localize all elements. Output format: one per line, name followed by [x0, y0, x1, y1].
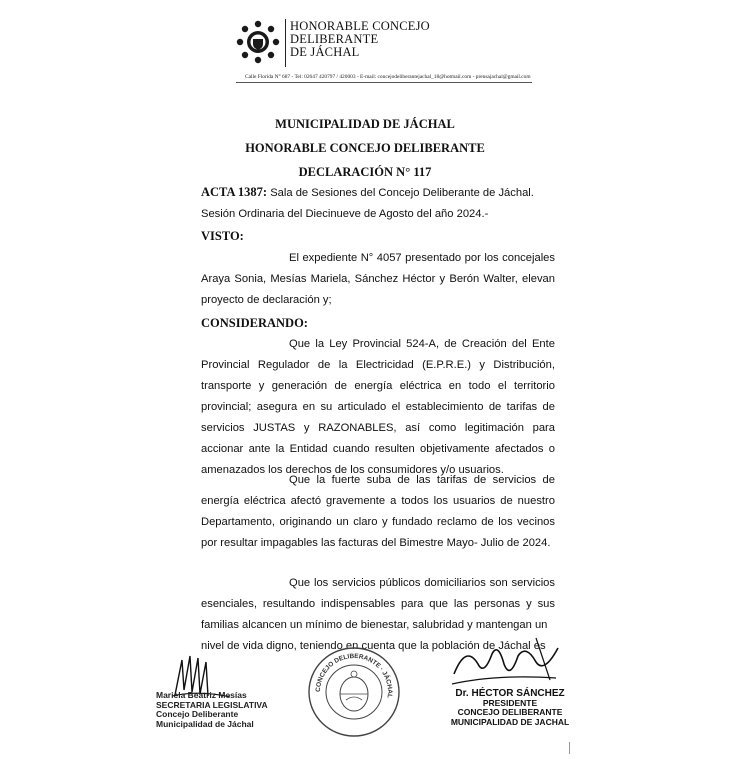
signature-right-municipality: MUNICIPALIDAD DE JACHAL: [450, 716, 570, 727]
considerando-paragraph-3-last-line: nivel de vida digno, teniendo en cuenta que la población de Jáchal es: [201, 640, 546, 652]
council-logo-icon: [236, 20, 280, 64]
signature-right-block: [440, 689, 580, 727]
letterhead-line-3: DE JÁCHAL: [290, 45, 360, 59]
heading-council: HONORABLE CONCEJO DELIBERANTE: [245, 141, 485, 155]
visto-text: El expediente N° 4057 presentado por los concejales Araya Sonia, Mesías Mariela, Sánchez Héctor y Berón Walter, elevan proyecto de declaración y;: [201, 252, 555, 306]
seal-ring-text: CONCEJO DELIBERANTE · JÁCHAL: [314, 652, 394, 699]
heading-declaration: DECLARACIÓN N° 117: [298, 165, 432, 179]
letterhead-line-1: HONORABLE CONCEJO: [290, 19, 430, 33]
heading-municipality: MUNICIPALIDAD DE JÁCHAL: [275, 117, 455, 131]
considerando-label: CONSIDERANDO:: [201, 316, 308, 330]
acta-text: Sala de Sesiones del Concejo Deliberante de Jáchal. Sesión Ordinaria del Diecinueve de Agosto del año 2024.-: [201, 187, 534, 220]
acta-label: ACTA 1387:: [201, 185, 268, 199]
letterhead-divider: [285, 19, 286, 67]
letterhead-rule: [236, 82, 532, 83]
considerando-paragraph-1: Que la Ley Provincial 524-A, de Creación del Ente Provincial Regulador de la Electricidad (E.P.R.E.) y Distribución, transporte y generación de energía eléctrica en todo el territorio provincial; asegura en su articulado el establecimiento de tarifas de servicios JUSTAS y RAZONABLES, así como legitimación para accionar ante la Entidad cuando resulten objetivamente afectados o amenazados los derechos de los consumidores y/o usuarios.: [201, 338, 555, 476]
acta-paragraph: [201, 182, 555, 225]
signature-left-name: Mariela Beatriz Mesías: [156, 690, 247, 700]
council-seal-icon: [306, 644, 402, 740]
visto-paragraph: [201, 248, 555, 311]
signature-right-body: CONCEJO DELIBERANTE: [457, 707, 563, 717]
signature-left-role: SECRETARIA LEGISLATIVA: [156, 699, 268, 710]
signature-right-role: PRESIDENTE: [482, 697, 538, 708]
signature-right-icon: [446, 634, 566, 692]
letterhead-line-2: DELIBERANTE: [290, 32, 379, 46]
signature-left-block: [156, 691, 268, 729]
visto-label: VISTO:: [201, 229, 244, 243]
letterhead-name: [290, 20, 430, 59]
considerando-paragraph-3: Que los servicios públicos domiciliarios son servicios esenciales, resultando indispensables para que las personas y sus familias alcancen un mínimo de bienestar, salubridad y mantengan un: [201, 577, 555, 631]
signature-left-body: Concejo Deliberante: [156, 709, 239, 719]
letterhead-contact: Calle Florida N° 687 - Tel: 02647 420797 / 420003 - E-mail: concejodeliberantejachal_18@hotmail.com - prensajachal@gmail.com: [245, 74, 531, 80]
scan-mark: [569, 742, 570, 754]
considerando-paragraph-2: Que la fuerte suba de las tarifas de servicios de energía eléctrica afectó gravemente a todos los usuarios de nuestro Departamento, originando un claro y fundado reclamo de los vecinos por resultar impagables las facturas del Bimestre Mayo- Julio de 2024.: [201, 474, 555, 549]
signature-right-name: Dr. HÉCTOR SÁNCHEZ: [455, 688, 565, 699]
signature-left-municipality: Municipalidad de Jáchal: [156, 718, 254, 729]
